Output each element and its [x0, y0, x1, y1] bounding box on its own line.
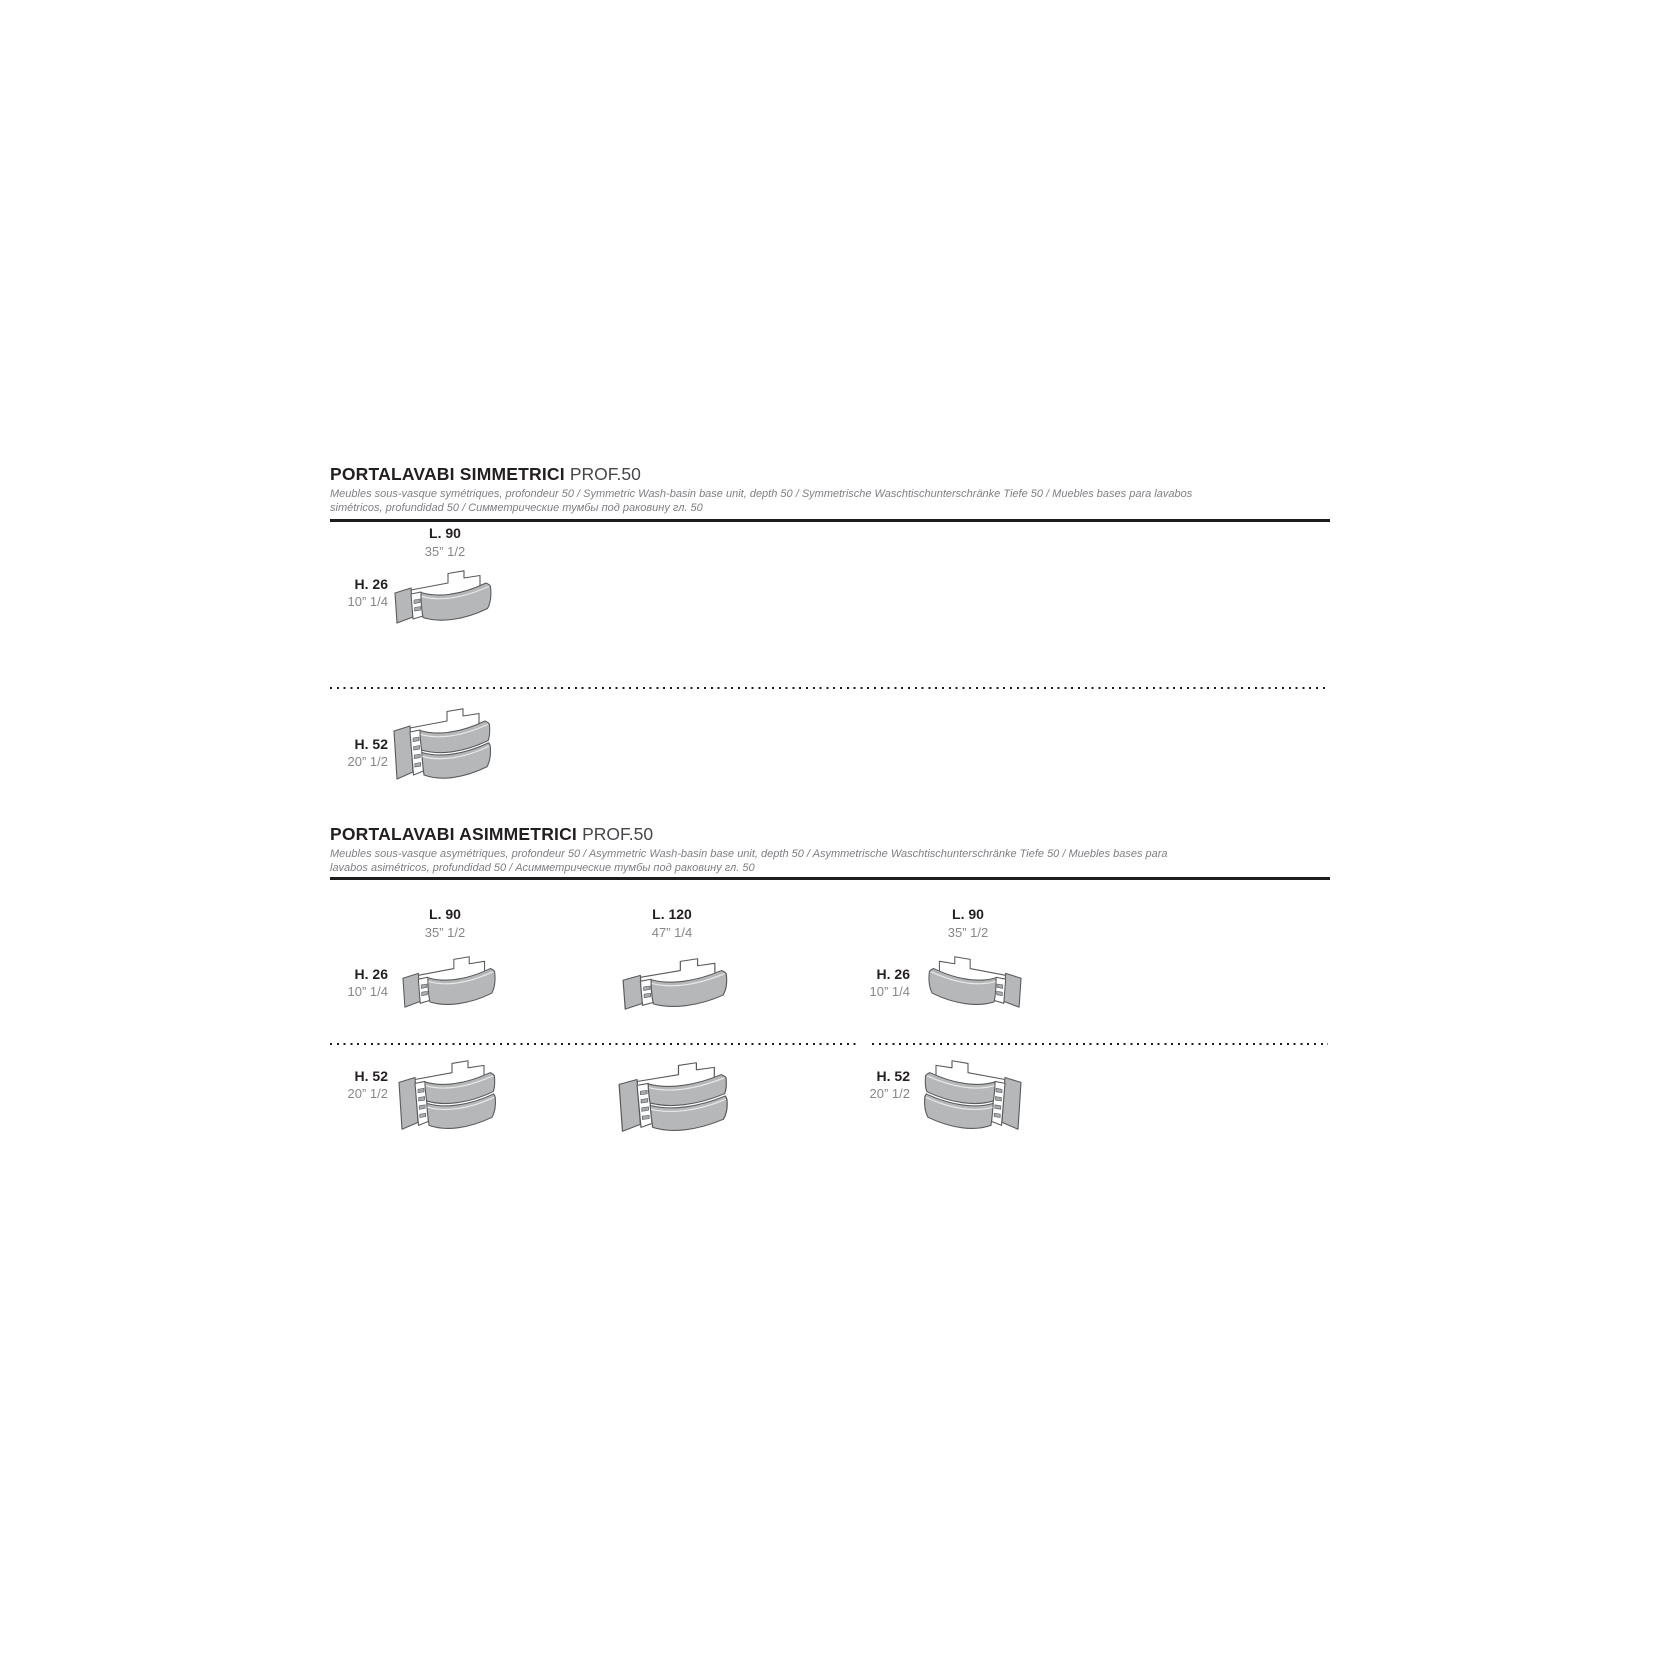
- height-inches: 10” 1/4: [347, 594, 388, 609]
- height-value: H. 52: [354, 736, 388, 752]
- washbasin-cabinet-drawing-h52-l90-right-mirrored: [922, 1060, 1022, 1138]
- length-inches: 35” 1/2: [424, 544, 466, 559]
- height-label-h26-col3: [840, 966, 910, 1000]
- length-inches: 47” 1/4: [651, 925, 693, 940]
- height-value: H. 26: [354, 966, 388, 982]
- dotted-separator: [872, 1043, 1328, 1045]
- length-label-l90: [395, 525, 495, 560]
- dotted-separator: [330, 687, 1328, 689]
- washbasin-cabinet-drawing-h26-l90: [394, 570, 494, 628]
- section-asimmetrici: [330, 824, 1330, 1154]
- divider-rule: [330, 877, 1330, 880]
- section-subtitle: [330, 488, 1330, 515]
- dotted-separator: [330, 1043, 858, 1045]
- length-inches: 35” 1/2: [424, 925, 466, 940]
- section-title-depth: PROF.50: [569, 464, 641, 484]
- height-inches: 20” 1/2: [869, 1086, 910, 1101]
- height-label-h26: [318, 576, 388, 610]
- length-label-col3-l90: [918, 906, 1018, 941]
- section-simmetrici: [330, 464, 1330, 804]
- height-label-h52-col3: [840, 1068, 910, 1102]
- height-value: H. 26: [354, 576, 388, 592]
- washbasin-cabinet-drawing-h26-l90-right-mirrored: [926, 956, 1022, 1012]
- section-title-main: PORTALAVABI ASIMMETRICI: [330, 824, 577, 844]
- washbasin-cabinet-drawing-h52-l90: [392, 708, 494, 788]
- height-inches: 10” 1/4: [869, 984, 910, 999]
- section-title-main: PORTALAVABI SIMMETRICI: [330, 464, 565, 484]
- washbasin-cabinet-drawing-h52-l120: [618, 1062, 730, 1140]
- subtitle-line-2: simétricos, profundidad 50 / Симметрические тумбы под раковину гл. 50: [330, 501, 703, 514]
- divider-rule: [330, 519, 1330, 522]
- length-value: L. 90: [952, 906, 984, 922]
- height-inches: 20” 1/2: [347, 754, 388, 769]
- height-value: H. 52: [354, 1068, 388, 1084]
- height-inches: 20” 1/2: [347, 1086, 388, 1101]
- height-inches: 10” 1/4: [347, 984, 388, 999]
- length-value: L. 90: [429, 525, 461, 541]
- length-label-col1-l90: [395, 906, 495, 941]
- length-label-col2-l120: [617, 906, 727, 941]
- height-label-h52-col1: [318, 1068, 388, 1102]
- length-inches: 35” 1/2: [947, 925, 989, 940]
- washbasin-cabinet-drawing-h26-l120: [622, 958, 730, 1014]
- section-title: [330, 824, 653, 845]
- subtitle-line-1: Meubles sous-vasque asymétriques, profondeur 50 / Asymmetric Wash-basin base unit, depth 50 / Asymmetrische Waschtischunterschränke Tiefe 50 / Muebles bases para: [330, 848, 1168, 860]
- section-title-depth: PROF.50: [582, 824, 654, 844]
- height-value: H. 26: [876, 966, 910, 982]
- height-label-h52: [318, 736, 388, 770]
- section-subtitle: [330, 848, 1330, 875]
- washbasin-cabinet-drawing-h52-l90-left: [398, 1060, 498, 1138]
- height-value: H. 52: [876, 1068, 910, 1084]
- subtitle-line-1: Meubles sous-vasque symétriques, profondeur 50 / Symmetric Wash-basin base unit, depth 50 / Symmetrische Waschtischunterschränke Tiefe 50 / Muebles bases para lavabos: [330, 488, 1193, 500]
- subtitle-line-2: lavabos asimétricos, profundidad 50 / Асимметрические тумбы под раковину гл. 50: [330, 861, 755, 874]
- section-title: [330, 464, 641, 485]
- length-value: L. 120: [652, 906, 692, 922]
- length-value: L. 90: [429, 906, 461, 922]
- washbasin-cabinet-drawing-h26-l90-left: [402, 956, 498, 1012]
- height-label-h26-col1: [318, 966, 388, 1000]
